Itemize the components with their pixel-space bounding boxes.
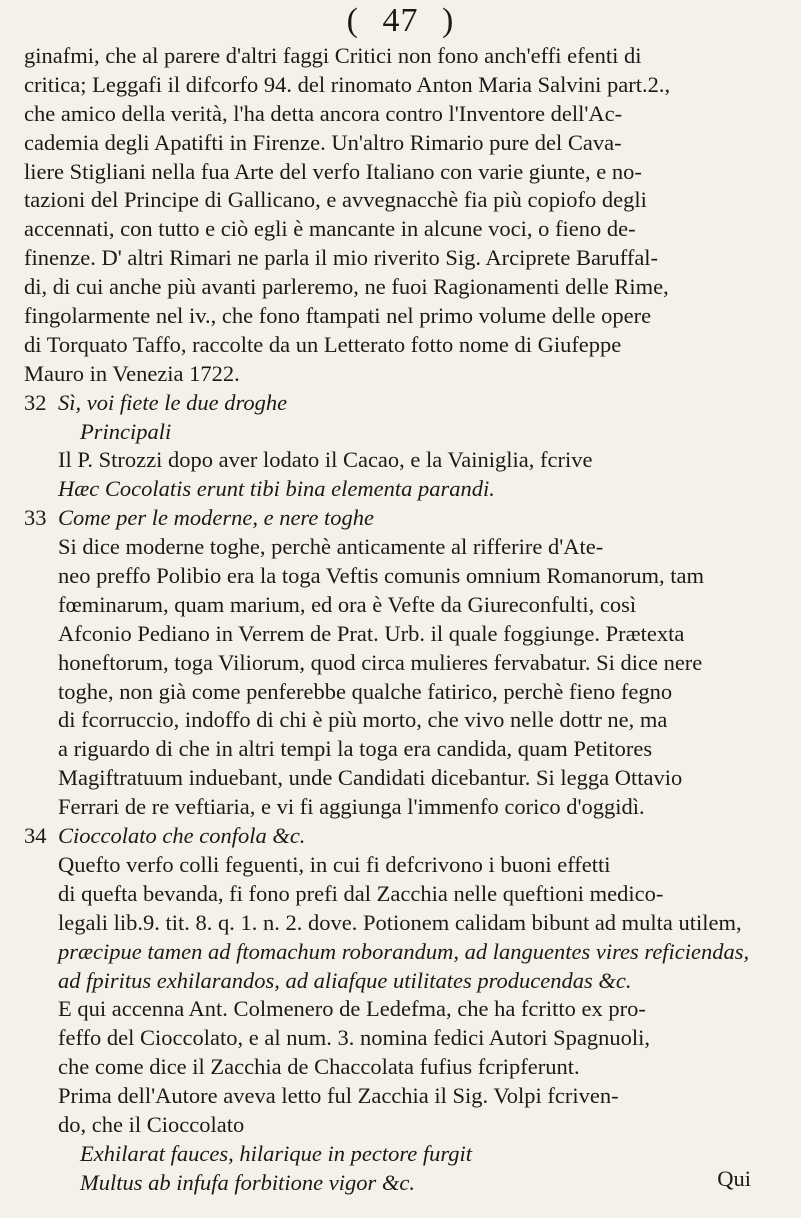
text-line: critica; Leggafi il difcorfo 94. del rinomato Anton Maria Salvini part.2., [24, 71, 671, 97]
header-open-paren: ( [346, 2, 359, 39]
text-line: toghe, non già come penferebbe qualche fatirico, perchè fieno fegno [58, 678, 673, 704]
page-header [0, 2, 801, 40]
verse-line: Exhilarat fauces, hilarique in pectore furgit [80, 1140, 473, 1166]
verse-line: Multus ab infufa forbitione vigor &c. [80, 1169, 415, 1195]
text-line: Mauro in Venezia 1722. [24, 360, 240, 386]
verse-number: 32 [24, 389, 47, 415]
text-line: neo preffo Polibio era la toga Veftis comunis omnium Romanorum, tam [58, 563, 704, 589]
verse-heading-33 [24, 504, 784, 533]
text-line: feffo del Cioccolato, e al num. 3. nomina fedici Autori Spagnuoli, [58, 1025, 650, 1051]
text-line: di fcorruccio, indoffo di chi è più morto, che vivo nelle dottr ne, ma [58, 707, 668, 733]
text-line: ginafmi, che al parere d'altri faggi Critici non fono anch'effi efenti di [24, 43, 642, 68]
verse-quote: Cioccolato che confola &c. [58, 823, 306, 849]
text-line: a riguardo di che in altri tempi la toga era candida, quam Petitores [58, 736, 653, 762]
text-line: fœminarum, quam marium, ed ora è Vefte da Giureconfulti, così [58, 591, 637, 617]
text-line: fingolarmente nel iv., che fono ftampati nel primo volume delle opere [24, 303, 652, 329]
verse-heading-32 [24, 389, 784, 418]
text-line: che come dice il Zacchia de Chaccolata fufius fcripferunt. [58, 1054, 580, 1080]
text-line: Hæc Cocolatis erunt tibi bina elementa parandi. [58, 476, 495, 502]
text-line: tazioni del Principe di Gallicano, e avvegnacchè fia più copiofo degli [24, 187, 647, 213]
verse-number: 34 [24, 823, 47, 849]
text-line: Afconio Pediano in Verrem de Prat. Urb. il quale foggiunge. Prætexta [58, 620, 685, 646]
text-line: Prima dell'Autore aveva letto ful Zacchia il Sig. Volpi fcriven- [58, 1083, 619, 1109]
text-line: Magiftratuum induebant, unde Candidati dicebantur. Si legga Ottavio [58, 765, 683, 791]
text-line: Si dice moderne toghe, perchè anticamente al rifferire d'Ate- [58, 534, 604, 560]
text-line: legali lib.9. tit. 8. q. 1. n. 2. dove. Potionem calidam bibunt ad multa utilem, [58, 909, 742, 935]
text-line: E qui accenna Ant. Colmenero de Ledefma, che ha fcritto ex pro- [58, 996, 646, 1022]
text-line: di quefta bevanda, fi fono prefi dal Zacchia nelle queftioni medico- [58, 880, 664, 906]
text-line: Principali [80, 418, 172, 444]
page-number: 47 [382, 2, 419, 39]
verse-number: 33 [24, 505, 47, 531]
text-line: ad fpiritus exhilarandos, ad aliafque utilitates producendas &c. [58, 967, 632, 993]
body-text [24, 42, 784, 1198]
text-line: Ferrari de re veftiaria, e vi fi aggiunga l'immenfo corico d'oggidì. [58, 794, 645, 820]
text-line: cademia degli Apatifti in Firenze. Un'altro Rimario pure del Cava- [24, 129, 622, 155]
header-close-paren: ) [442, 2, 455, 39]
text-line: Il P. Strozzi dopo aver lodato il Cacao, e la Vainiglia, fcrive [58, 447, 593, 473]
verse-quote: Sì, voi fiete le due droghe [58, 389, 288, 415]
text-line: accennati, con tutto e ciò egli è mancante in alcune voci, o fieno de- [24, 216, 636, 242]
verse-quote: Come per le moderne, e nere toghe [58, 505, 374, 531]
text-line: præcipue tamen ad ftomachum roborandum, ad languentes vires reficiendas, [58, 938, 750, 964]
catchword: Qui [717, 1166, 751, 1191]
text-line: di, di cui anche più avanti parleremo, ne fuoi Ragionamenti delle Rime, [24, 274, 669, 300]
text-line: finenze. D' altri Rimari ne parla il mio riverito Sig. Arciprete Baruffal- [24, 245, 659, 271]
text-line: di Torquato Taffo, raccolte da un Letterato fotto nome di Giufeppe [24, 331, 622, 357]
text-line: che amico della verità, l'ha detta ancora contro l'Inventore dell'Ac- [24, 100, 623, 126]
text-line: honeftorum, toga Viliorum, quod circa mulieres fervabatur. Si dice nere [58, 649, 703, 675]
text-line: do, che il Cioccolato [58, 1111, 245, 1137]
text-line: liere Stigliani nella fua Arte del verfo Italiano con varie giunte, e no- [24, 158, 642, 184]
verse-heading-34 [24, 822, 784, 851]
text-line: Quefto verfo colli feguenti, in cui fi defcrivono i buoni effetti [58, 851, 611, 877]
